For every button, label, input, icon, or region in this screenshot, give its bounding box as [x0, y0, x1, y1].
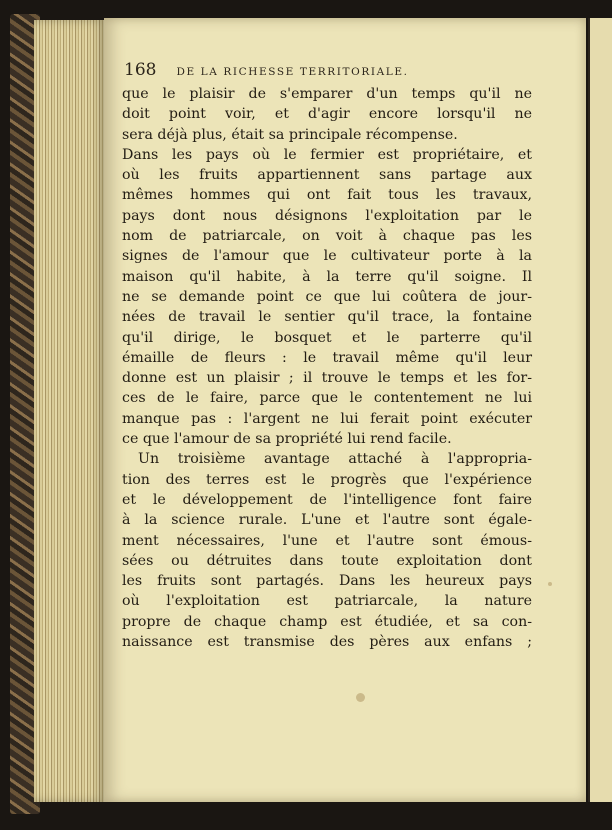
text-line: manque pas : l'argent ne lui ferait point exécuter	[122, 410, 532, 427]
paper-spot	[356, 693, 365, 702]
text-line: et le développement de l'intelligence font faire	[122, 491, 532, 508]
paper-spot	[548, 582, 552, 586]
text-line: naissance est transmise des pères aux enfans ;	[122, 634, 532, 651]
text-line: signes de l'amour que le cultivateur porte à la	[122, 248, 532, 265]
text-line: ne se demande point ce que lui coûtera de jour-	[122, 288, 532, 305]
text-line: propre de chaque champ est étudiée, et sa con-	[122, 613, 532, 630]
text-line: maison qu'il habite, à la terre qu'il soigne. Il	[122, 268, 532, 285]
page-number: 168	[124, 60, 157, 80]
text-line: à la science rurale. L'une et l'autre sont égale-	[122, 512, 532, 529]
text-line: où l'exploitation est patriarcale, la nature	[122, 593, 532, 610]
text-line: ces de le faire, parce que le contentement ne lui	[122, 390, 532, 407]
text-line: que le plaisir de s'emparer d'un temps qu'il ne	[122, 86, 532, 102]
text-line: nom de patriarcale, on voit à chaque pas les	[122, 228, 532, 245]
text-line: pays dont nous désignons l'exploitation par le	[122, 207, 532, 224]
text-line: mêmes hommes qui ont fait tous les travaux,	[122, 187, 532, 204]
page-stack-edge	[34, 20, 106, 802]
text-line: doit point voir, et d'agir encore lorsqu'il ne	[122, 106, 532, 123]
text-line: sées ou détruites dans toute exploitation dont	[122, 552, 532, 569]
text-line: donne est un plaisir ; il trouve le temps et les for-	[122, 370, 532, 387]
text-line: où les fruits appartiennent sans partage aux	[122, 167, 532, 184]
running-title: DE LA RICHESSE TERRITORIALE.	[176, 66, 409, 78]
page-header	[124, 60, 494, 82]
body-text	[122, 84, 532, 652]
text-line: les fruits sont partagés. Dans les heureux pays	[122, 573, 532, 590]
text-line: ce que l'amour de sa propriété lui rend facile.	[122, 431, 452, 448]
text-line: émaille de fleurs : le travail même qu'il leur	[122, 349, 532, 366]
text-line: tion des terres est le progrès que l'expérience	[122, 471, 532, 488]
text-line: nées de travail le sentier qu'il trace, la fontaine	[122, 309, 532, 326]
facing-page-edge	[588, 18, 612, 802]
text-line: sera déjà plus, était sa principale récompense.	[122, 126, 458, 143]
text-line: Un troisième avantage attaché à l'appropria-	[138, 451, 532, 468]
text-line: qu'il dirige, le bosquet et le parterre qu'il	[122, 329, 532, 346]
text-line: Dans les pays où le fermier est propriétaire, et	[122, 146, 532, 163]
text-line: ment nécessaires, l'une et l'autre sont émous-	[122, 532, 532, 549]
